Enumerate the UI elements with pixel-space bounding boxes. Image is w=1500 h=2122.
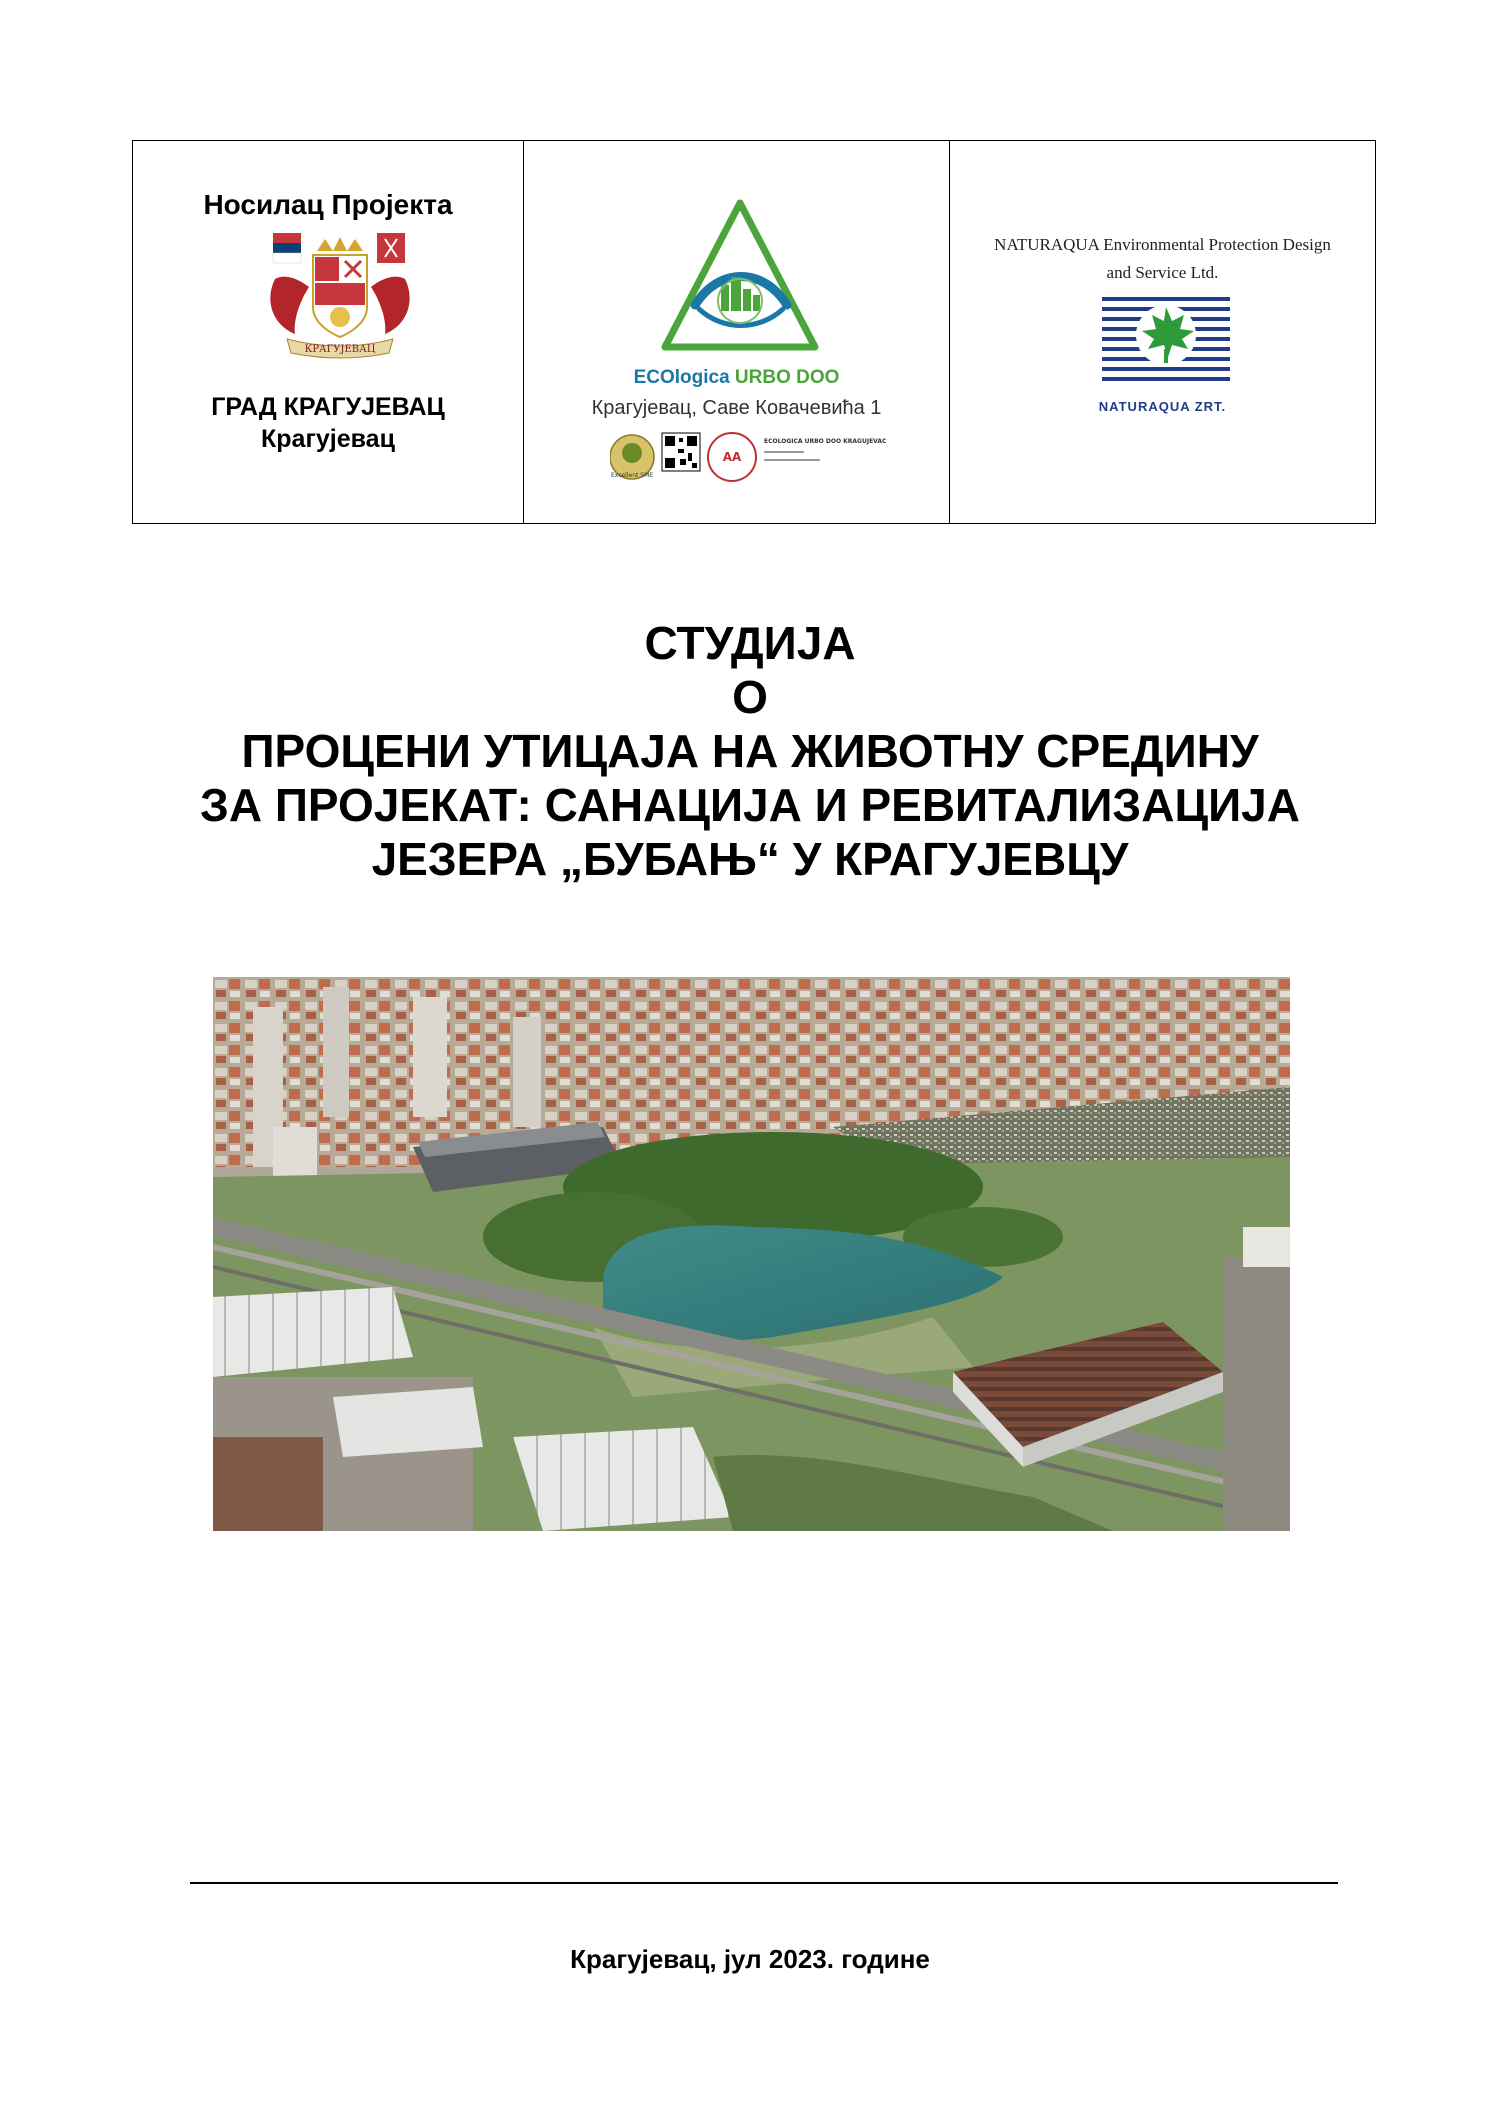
ecologica-triangle-logo-icon: [659, 197, 821, 357]
title-line-4: ЗА ПРОЈЕКАТ: САНАЦИЈА И РЕВИТАЛИЗАЦИЈА: [200, 779, 1300, 831]
project-holder-cell: [133, 141, 524, 523]
svg-text:AA: AA: [722, 450, 742, 464]
excellent-sme-text: Excellent SME: [610, 472, 654, 479]
header-logos-table: [132, 140, 1376, 524]
certification-badges: [610, 429, 910, 485]
qr-code-icon: [662, 433, 700, 471]
naturaqua-title-line2: and Service Ltd.: [1106, 263, 1219, 282]
ecologica-company-name: [524, 367, 949, 389]
naturaqua-cell: [950, 141, 1375, 523]
badge-company-text: ECOLOGICA URBO DOO KRAGUJEVAC: [764, 438, 887, 445]
ecologica-name-part1: ECOlogica: [633, 367, 730, 388]
naturaqua-caption: NATURAQUA ZRT.: [1098, 399, 1227, 414]
naturaqua-title: [970, 231, 1355, 287]
aerial-photo-lake-bubanj: [213, 977, 1290, 1531]
title-line-5: ЈЕЗЕРА „БУБАЊ“ У КРАГУЈЕВЦУ: [371, 833, 1129, 885]
ecologica-cell: [524, 141, 950, 523]
ecologica-name-part2: URBO DOO: [734, 367, 840, 388]
city-subtitle: Крагујевац: [261, 425, 395, 453]
document-title: [120, 616, 1380, 886]
project-holder-label: Носилац Пројекта: [203, 189, 453, 220]
coat-banner-text: КРАГУЈЕВАЦ: [304, 344, 376, 355]
title-line-3: ПРОЦЕНИ УТИЦАЈА НА ЖИВОТНУ СРЕДИНУ: [241, 725, 1259, 777]
kragujevac-coat-of-arms-icon: [265, 229, 415, 359]
ecologica-address: Крагујевац, Саве Ковачевића 1: [591, 397, 882, 419]
footer-rule: [190, 1882, 1338, 1884]
naturaqua-title-line1: NATURAQUA Environmental Protection Design: [994, 235, 1331, 254]
naturaqua-leaf-logo-icon: [1102, 295, 1230, 387]
city-name: ГРАД КРАГУЈЕВАЦ: [211, 393, 445, 421]
title-line-2: О: [732, 671, 768, 723]
title-line-1: СТУДИЈА: [644, 617, 856, 669]
footer-place-date: Крагујевац, јул 2023. године: [570, 1944, 930, 1974]
